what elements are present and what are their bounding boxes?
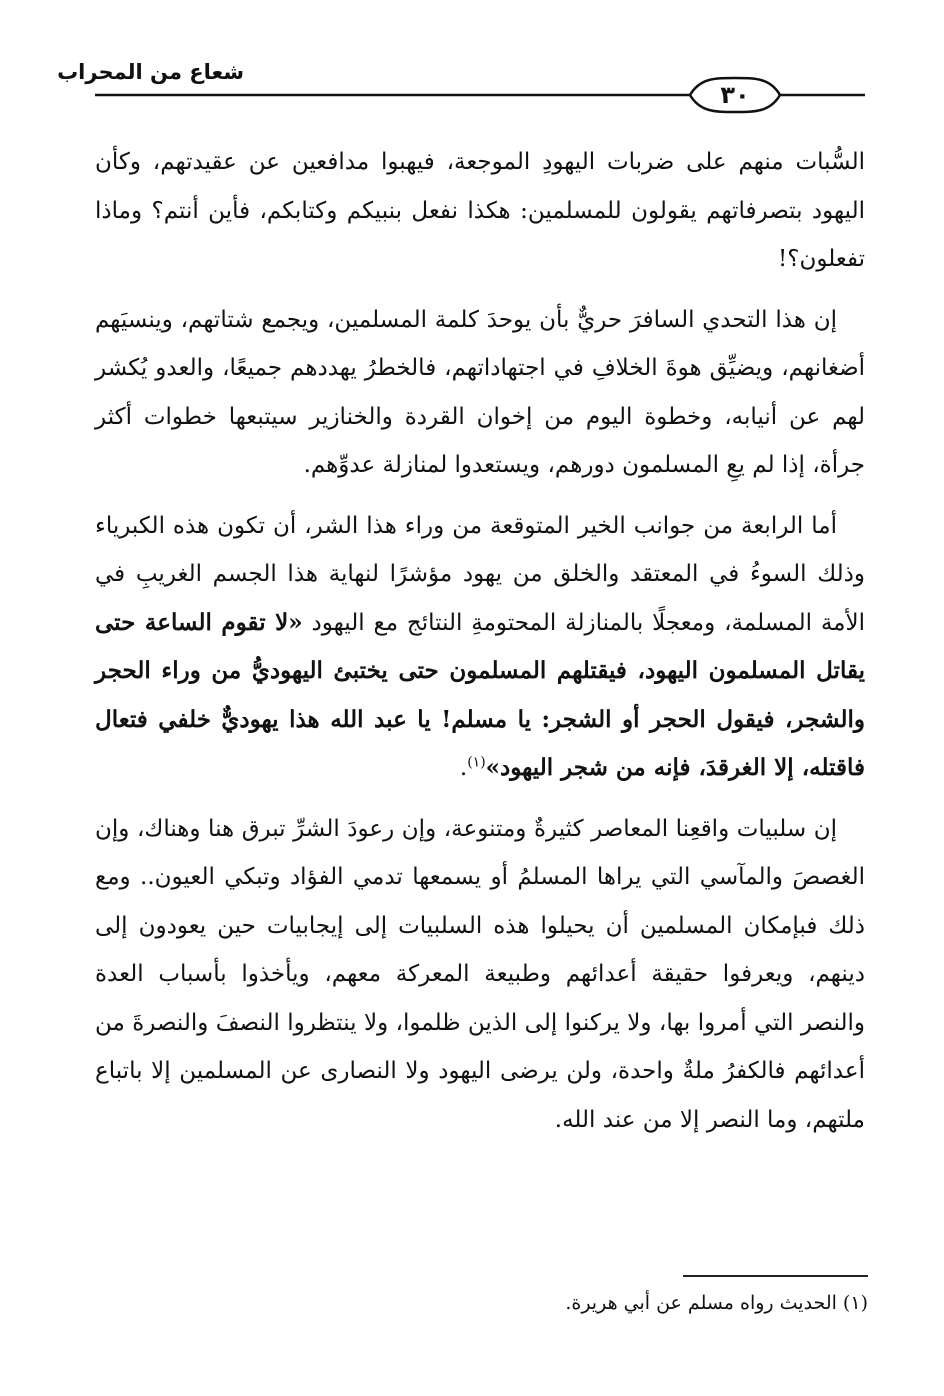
paragraph-4: إن سلبيات واقعِنا المعاصر كثيرةٌ ومتنوعة، وإن رعودَ الشرِّ تبرق هنا وهناك، وإن الغصصَ والمآسي التي يراها المسلمُ أو يسمعها تدمي الفؤاد وتبكي العيون.. ومع ذلك فبإمكان المسلمين أن يحيلوا هذه السلبيات إلى إيجابيات حين يعودون إلى دينهم، ويعرفوا حقيقة أعدائهم وطبيعة المعركة معهم، ويأخذوا بأسباب العدة والنصر التي أمروا بها، ولا يركنوا إلى الذين ظلموا، ولا ينتظروا النصفَ والنصرةَ من أعدائهم فالكفرُ ملةٌ واحدة، ولن يرضى اليهود ولا النصارى عن المسلمين إلا باتباع ملتهم، وما النصر إلا من عند الله.: [95, 815, 865, 1133]
hadith-quote: «لا تقوم الساعة حتى يقاتل المسلمون اليهود، فيقتلهم المسلمون حتى يختبئ اليهوديُّ من وراء الحجر والشجر، فيقول الحجر أو الشجر: يا مسلم! يا عبد الله هذا يهوديٌّ خلفي فتعال فاقتله، إلا الغرقدَ، فإنه من شجر اليهود»: [95, 608, 865, 781]
paragraph-3-intro: أما الرابعة من جوانب الخير المتوقعة من وراء هذا الشر، أن تكون هذه الكبرياء وذلك السوءُ في المعتقد والخلق من يهود مؤشرًا لنهاية هذا الجسم الغريبِ في الأمة المسلمة، ومعجلًا بالمنازلة المحتومةِ النتائج مع اليهود: [95, 512, 865, 636]
main-text: [95, 138, 865, 1144]
footnote-rule: [683, 1275, 868, 1277]
footnote-reference: (١): [467, 754, 486, 771]
paragraph-3-end: .: [459, 755, 468, 781]
paragraph-1: السُّبات منهم على ضربات اليهودِ الموجعة، فيهبوا مدافعين عن عقيدتهم، وكأن اليهود بتصرفاتهم يقولون للمسلمين: هكذا نفعل بنبيكم وكتابكم، فأين أنتم؟ وماذا تفعلون؟!: [95, 149, 865, 272]
running-title: شعاع من المحراب: [57, 60, 244, 84]
header-rule: [0, 70, 944, 120]
page-number: ٣٠: [720, 81, 750, 109]
paragraph-2: إن هذا التحدي السافرَ حريٌّ بأن يوحدَ كلمة المسلمين، ويجمع شتاتهم، وينسيَهم أضغانهم، ويضيِّق هوةَ الخلافِ في اجتهاداتهم، فالخطرُ يهددهم جميعًا، والعدو يُكشر لهم عن أنيابه، وخطوة اليوم من إخوان القردة والخنازير سيتبعها خطوات أكثر جرأة، إذا لم يعِ المسلمون دورهم، ويستعدوا لمنازلة عدوِّهم.: [95, 306, 865, 478]
paragraph-3: [95, 502, 865, 793]
footnote: (١) الحديث رواه مسلم عن أبي هريرة.: [565, 1292, 868, 1314]
